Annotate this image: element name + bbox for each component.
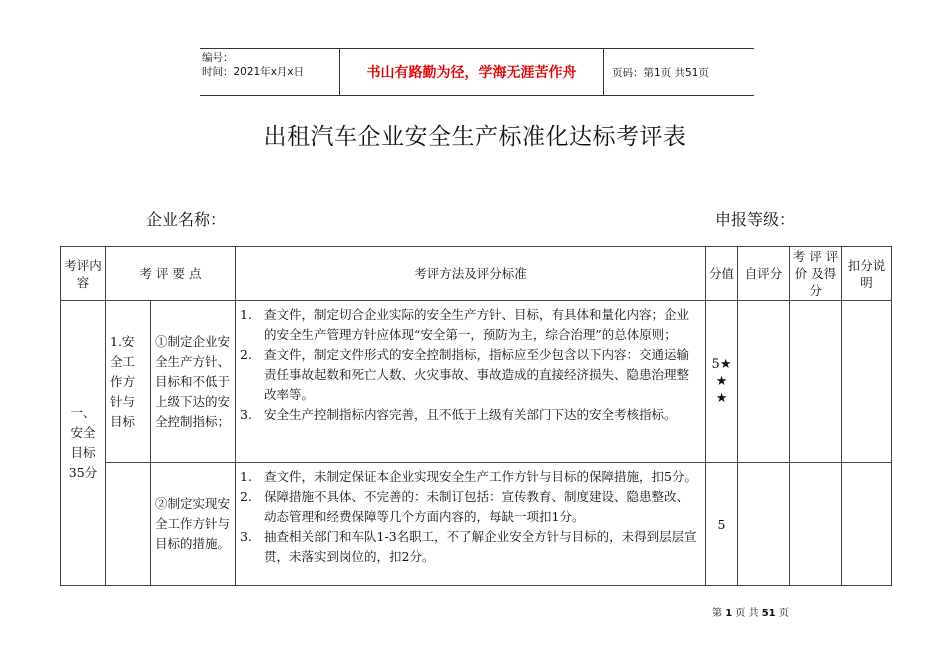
criteria-cell [236,463,706,586]
item-cell: 1.安全工作方针与目标 [106,301,151,463]
header-meta [200,49,340,95]
header-page-code: 页码：第1页 共51页 [612,66,709,79]
category-cell: 一、安全目标35分 [61,301,106,586]
table-header-row [61,247,892,301]
footer-total-pages: 51 [761,608,776,619]
document-number-label: 编号： [202,52,234,64]
evaluation-cell[interactable] [790,463,842,586]
point-cell: ②制定实现安全工作方针与目标的措施。 [151,463,236,586]
criteria-item: 2. 查文件，制定文件形式的安全控制指标，指标应至少包含以下内容：交通运输责任事故起数和死亡人数、火灾事故、事故造成的直接经济损失、隐患治理整改率等。 [240,347,690,402]
document-date: 时间：2021年x月x日 [202,66,305,78]
company-name-label: 企业名称： [146,210,227,229]
score-cell [706,301,738,463]
header-method: 考评方法及评分标准 [236,247,706,301]
footer-page-number: 1 [725,608,733,619]
table-row [61,301,892,463]
header-score: 分值 [706,247,738,301]
criteria-item: 3. 安全生产控制指标内容完善，且不低于上级有关部门下达的安全考核指标。 [240,407,677,422]
header-deduction: 扣分说明 [842,247,892,301]
deduction-cell[interactable] [842,463,892,586]
criteria-item: 3. 抽查相关部门和车队1-3名职工，不了解企业安全方针与目标的，未得到层层宣贯，未落实到岗位的，扣2分。 [240,529,697,564]
star-icon: ★ [715,374,728,389]
item-cell [106,463,151,586]
point-cell: ①制定企业安全生产方针、目标和不低于上级下达的安全控制指标； [151,301,236,463]
page-footer: 第 1 页 共 51 页 [712,608,789,619]
evaluation-table [60,246,892,586]
header-self-score: 自评分 [738,247,790,301]
score-cell: 5 [706,463,738,586]
header-motto: 书山有路勤为径，学海无涯苦作舟 [340,49,604,95]
table-row [61,463,892,586]
document-header [200,48,754,96]
header-content: 考评内容 [61,247,106,301]
header-points: 考 评 要 点 [106,247,236,301]
header-evaluation: 考 评 评 价 及得分 [790,247,842,301]
application-level-label: 申报等级： [715,210,796,229]
self-score-cell[interactable] [738,301,790,463]
criteria-item: 1. 查文件，制定切合企业实际的安全生产方针、目标，有具体和量化内容；企业的安全生产管理方针应体现“安全第一，预防为主，综合治理”的总体原则； [240,307,690,342]
criteria-item: 1. 查文件，未制定保证本企业实现安全生产工作方针与目标的保障措施，扣5分。 [240,469,697,484]
self-score-cell[interactable] [738,463,790,586]
score-value: 5★ [711,357,732,372]
deduction-cell[interactable] [842,301,892,463]
criteria-item: 2. 保障措施不具体、不完善的：未制订包括：宣传教育、制度建设、隐患整改、动态管理和经费保障等几个方面内容的，每缺一项扣1分。 [240,489,690,524]
criteria-cell [236,301,706,463]
evaluation-cell[interactable] [790,301,842,463]
star-icon: ★ [715,391,728,406]
document-title: 出租汽车企业安全生产标准化达标考评表 [263,124,687,150]
